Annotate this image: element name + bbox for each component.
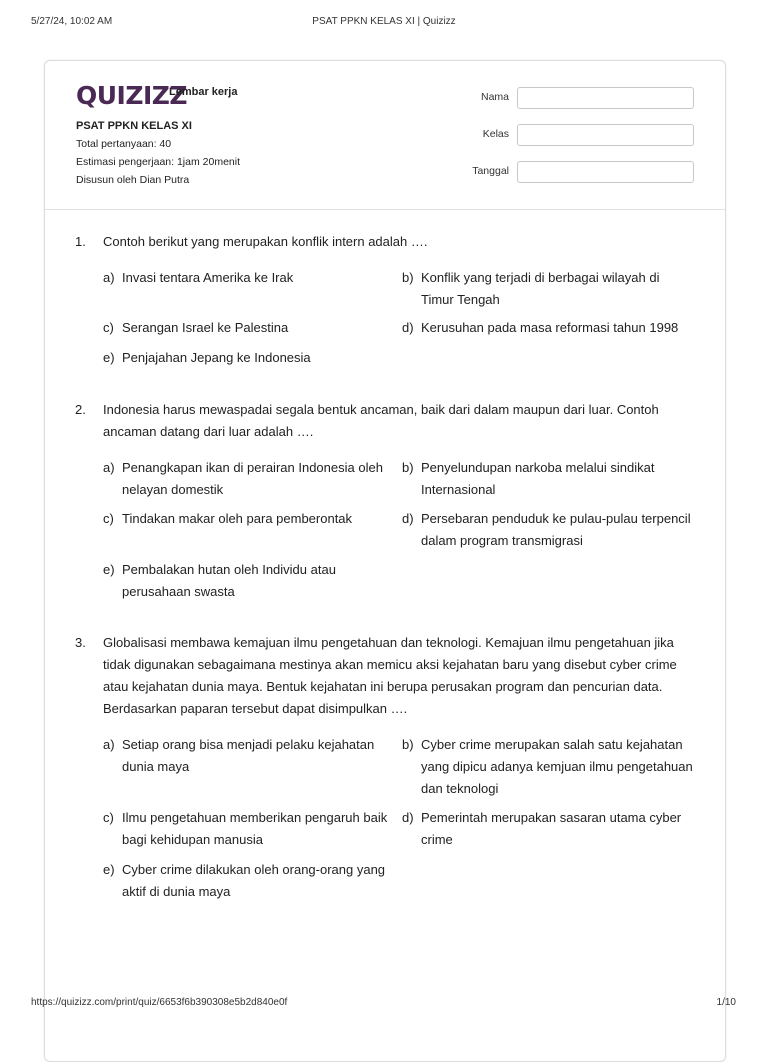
worksheet-label: Lembar kerja [169, 86, 238, 98]
question-number: 2. [75, 402, 86, 417]
worksheet-card: QUIZIZZ Lembar kerja PSAT PPKN KELAS XI Total pertanyaan: 40 Estimasi pengerjaan: 1jam 20menit Disusun oleh Dian Putra Nama Kelas Tanggal 1. Contoh berikut yang merupakan konflik intern adalah …. a) Invasi tentara Amerika ke Irak b) Konflik yang terjadi di berbagai wilayah di Timur Tengah c) Serangan Israel ke Palestina d) Kerusuhan pada masa reformasi tahun 1998 e) Penjajahan Jepang ke Indonesia 2. Indonesia harus mewaspadai segala bentuk ancaman, baik dari dalam maupun dari luar. Contoh ancaman datang dari luar adalah …. a) Penangkapan ikan di perairan Indonesia oleh nelayan domestik b) Penyelundupan narkoba melalui sindikat Internasional c) Tindakan makar oleh para pemberontak d) Persebaran penduduk ke pulau-pulau terpencil dalam program transmigrasi e) Pembalakan hutan oleh Individu atau perusahaan swasta 3. Globalisasi membawa kemajuan ilmu pengetahuan dan teknologi. Kemajuan ilmu pengetahuan jika tidak digunakan sebagaimana mestinya akan memicu aksi kejahatan baru yang disebut cyber crime atau kejahatan dunia maya. Bentuk kejahatan ini berupa perusakan program dan pencurian data. Berdasarkan paparan tersebut dapat disimpulkan …. a) Setiap orang bisa menjadi pelaku kejahatan dunia maya b) Cyber crime merupakan salah satu kejahatan yang dipicu adanya kemjuan ilmu pengetahuan dan teknologi c) Ilmu pengetahuan memberikan pengaruh baik bagi kehidupan manusia d) Pemerintah merupakan sasaran utama cyber crime e) Cyber crime dilakukan oleh orang-orang yang aktif di dunia maya [44, 60, 726, 1062]
question-text: Indonesia harus mewaspadai segala bentuk ancaman, baik dari dalam maupun dari luar. Contoh ancaman datang dari luar adalah …. [103, 402, 659, 439]
class-field[interactable] [517, 124, 694, 146]
date-label: Tanggal [472, 165, 509, 177]
name-field[interactable] [517, 87, 694, 109]
name-label: Nama [480, 91, 509, 103]
print-url: https://quizizz.com/print/quiz/6653f6b390308e5b2d840e0f [31, 997, 288, 1008]
date-field[interactable] [517, 161, 694, 183]
question-number: 1. [75, 234, 86, 249]
question-text: Globalisasi membawa kemajuan ilmu pengetahuan dan teknologi. Kemajuan ilmu pengetahuan jika tidak digunakan sebagaimana mestinya akan memicu aksi kejahatan baru yang disebut cyber crime atau kejahatan dunia maya. Bentuk kejahatan ini berupa perusakan program dan pencurian data. Berdasarkan paparan tersebut dapat disimpulkan …. [103, 635, 677, 716]
print-datetime: 5/27/24, 10:02 AM [31, 16, 113, 27]
class-label: Kelas [482, 128, 509, 140]
question-number: 3. [75, 635, 86, 650]
print-page-number: 1/10 [716, 997, 736, 1008]
estimated-time: Estimasi pengerjaan: 1jam 20menit [76, 156, 241, 168]
quiz-title: PSAT PPKN KELAS XI [76, 120, 192, 132]
quizizz-logo: QUIZIZZ [76, 81, 188, 110]
total-questions: Total pertanyaan: 40 [76, 138, 172, 150]
question-text: Contoh berikut yang merupakan konflik intern adalah …. [103, 234, 428, 249]
worksheet-header [45, 61, 725, 210]
author: Disusun oleh Dian Putra [76, 174, 190, 186]
print-title: PSAT PPKN KELAS XI | Quizizz [312, 16, 456, 27]
